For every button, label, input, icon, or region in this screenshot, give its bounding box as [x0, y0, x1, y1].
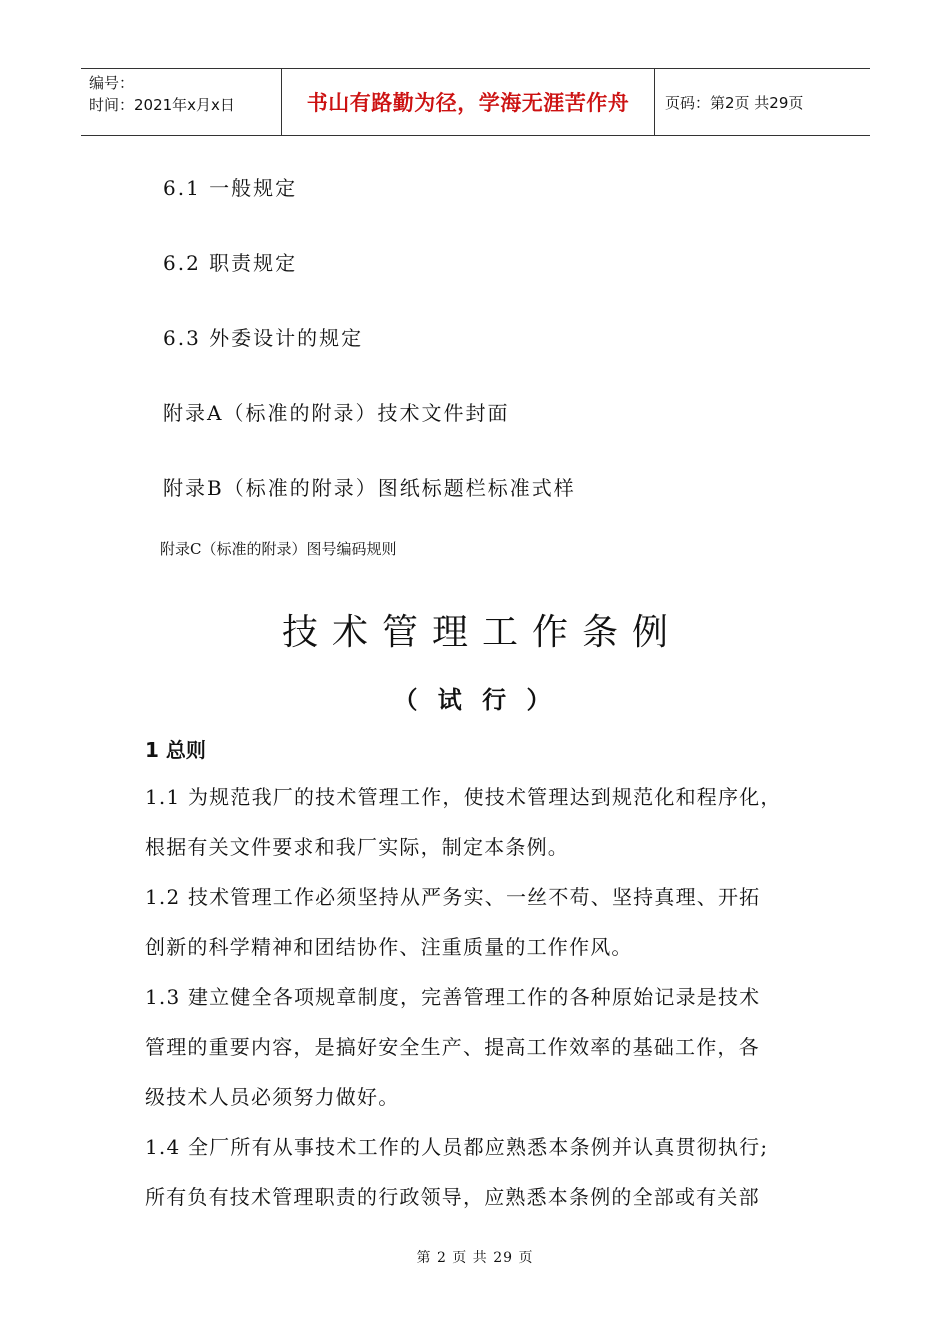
document-title: 技术管理工作条例 — [281, 612, 682, 653]
document-number-label: 编号： — [89, 74, 135, 92]
toc-item-6-1: 6.1 一般规定 — [163, 176, 298, 200]
paragraph-line: 管理的重要内容，是搞好安全生产、提高工作效率的基础工作，各 — [145, 1035, 760, 1059]
section-heading: 1 总则 — [145, 738, 206, 762]
toc-item-6-2: 6.2 职责规定 — [163, 251, 298, 275]
toc-item-appendix-b: 附录B（标准的附录）图纸标题栏标准式样 — [163, 476, 576, 500]
header-page-info: 页码：第2页 共29页 — [665, 93, 804, 112]
page-footer: 第 2 页 共 29 页 — [416, 1250, 534, 1266]
toc-item-appendix-c: 附录C（标准的附录）图号编码规则 — [160, 540, 397, 558]
paragraph-line: 创新的科学精神和团结协作、注重质量的工作作风。 — [145, 935, 633, 959]
paragraph-line: 1.1 为规范我厂的技术管理工作，使技术管理达到规范化和程序化， — [145, 785, 782, 809]
paragraph-line: 级技术人员必须努力做好。 — [145, 1085, 400, 1109]
document-subtitle: （ 试 行 ） — [393, 686, 557, 714]
paragraph-line: 根据有关文件要求和我厂实际，制定本条例。 — [145, 835, 569, 859]
paragraph-line: 所有负有技术管理职责的行政领导，应熟悉本条例的全部或有关部 — [145, 1185, 760, 1209]
document-time-label: 时间：2021年x月x日 — [89, 96, 235, 114]
paragraph-line: 1.3 建立健全各项规章制度，完善管理工作的各种原始记录是技术 — [145, 985, 761, 1009]
toc-item-6-3: 6.3 外委设计的规定 — [163, 326, 364, 350]
paragraph-line: 1.4 全厂所有从事技术工作的人员都应熟悉本条例并认真贯彻执行; — [145, 1135, 769, 1159]
header-motto: 书山有路勤为径，学海无涯苦作舟 — [282, 69, 655, 135]
toc-item-appendix-a: 附录A（标准的附录）技术文件封面 — [163, 401, 510, 425]
header-meta — [81, 69, 282, 135]
page-header — [81, 68, 870, 136]
paragraph-line: 1.2 技术管理工作必须坚持从严务实、一丝不苟、坚持真理、开拓 — [145, 885, 761, 909]
